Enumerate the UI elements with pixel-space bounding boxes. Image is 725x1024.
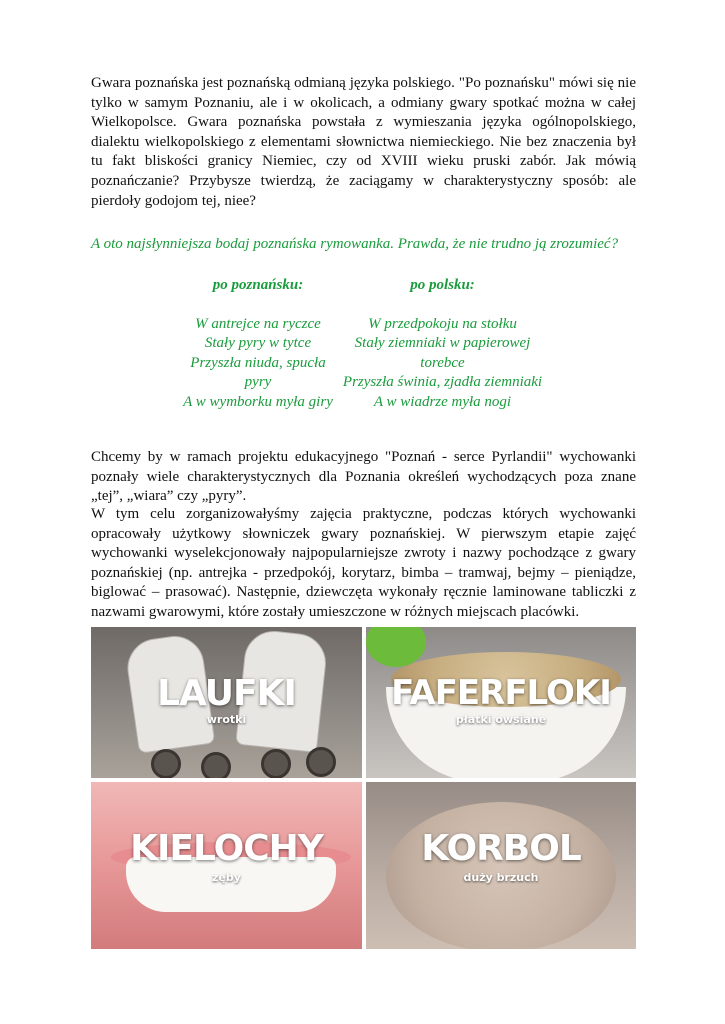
skate-wheel: [201, 752, 231, 778]
poem-line: Stały pyry w tytce: [204, 335, 312, 352]
project-paragraph: Chcemy by w ramach projektu edukacyjnego "Poznań - serce Pyrlandii" wychowanki poznały wiele charakterystycznych dla Poznania określeń wychodzących poza znane „tej”, „wiara” czy „pyry”.: [91, 449, 636, 505]
poem-heading-polish: po polsku:: [410, 277, 475, 293]
poem-line: W przedpokoju na stołku: [368, 315, 517, 332]
poem-line: A w wymborku myła giry: [183, 393, 333, 410]
tile-kielochy: [91, 782, 362, 949]
poem-line: A w wiadrze myła nogi: [373, 393, 512, 410]
tile-title: FAFERFLOKI: [391, 673, 611, 713]
intro-paragraph: Gwara poznańska jest poznańską odmianą języka polskiego. "Po poznańsku" mówi się nie tylko w samym Poznaniu, ale i w okolicach, a odmiany gwary spotkać można w całej Wielkopolsce. Gwara poznańska powstała z wymieszania języka ogólnopolskiego, dialektu wielkopolskiego z elementami słownictwa niemieckiego. Nie bez znaczenia był tu fakt bliskości granicy Niemiec, czy od XVIII wieku pruski zabór. Jak mówią poznańczanie? Przybysze twierdzą, że zaciągamy w charakterystyczny sposób: ale pierdoły godojom tej, niee?: [91, 75, 636, 209]
poem-line: Przyszła świnia, zjadła ziemniaki: [342, 374, 543, 391]
activity-paragraph: W tym celu zorganizowałyśmy zajęcia praktyczne, podczas których wychowanki opracowały użytkowy słowniczek gwary poznańskiej. W pierwszym etapie zajęć wychowanki wyselekcjonowały najpopularniejsze zwroty i nazwy pochodzące z gwary poznańskiej (np. antrejka - przedpokój, korytarz, bimba – tramwaj, bejmy – pieniądze, biglować – prasować). Następnie, dziewczęta wykonały ręcznie laminowane tabliczki z nazwami gwarowymi, które zostały umieszczone w różnych miejscach placówki.: [91, 506, 636, 620]
skate-wheel: [306, 747, 336, 777]
tile-subtitle: duży brzuch: [463, 871, 539, 884]
tile-laufki: [91, 627, 362, 778]
tile-faferfloki: [366, 627, 636, 778]
skate-wheel: [151, 749, 181, 778]
poem-line: pyry: [244, 374, 272, 391]
rhyme-intro: A oto najsłynniejsza bodaj poznańska rymowanka. Prawda, że nie trudno ją zrozumieć?: [91, 236, 619, 252]
tile-subtitle: wrotki: [206, 713, 247, 726]
poem-column-polish: [335, 276, 550, 413]
tile-korbol: [366, 782, 636, 949]
poem-line: torebce: [420, 354, 465, 371]
tile-subtitle: płatki owsiane: [455, 713, 547, 726]
poem-line: W antrejce na ryczce: [195, 315, 321, 332]
tile-title: LAUFKI: [157, 673, 296, 714]
dialect-tiles-grid: [91, 627, 636, 949]
poem-column-poznan: [168, 276, 348, 413]
poem-line: Stały ziemniaki w papierowej: [354, 335, 531, 352]
poem-heading-poznan: po poznańsku:: [212, 277, 304, 293]
poem-line: Przyszła niuda, spucła: [190, 354, 326, 371]
skate-wheel: [261, 749, 291, 778]
tile-title: KIELOCHY: [130, 828, 323, 869]
tile-title: KORBOL: [421, 828, 581, 869]
tile-subtitle: zęby: [212, 871, 241, 884]
